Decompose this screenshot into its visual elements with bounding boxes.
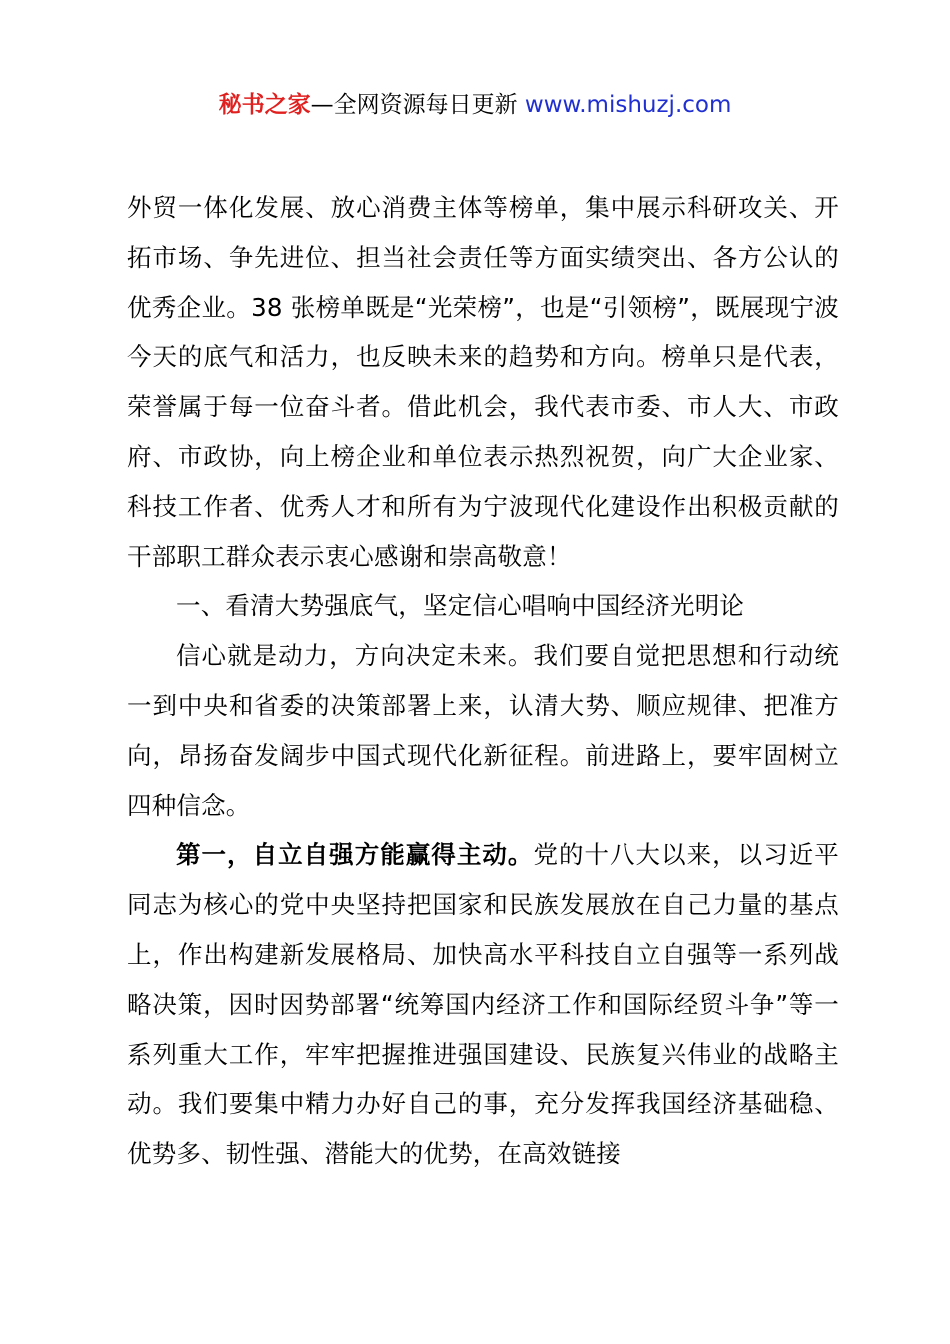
paragraph-2: 信心就是动力，方向决定未来。我们要自觉把思想和行动统一到中央和省委的决策部署上来，认清大势、顺应规律、把准方向，昂扬奋发阔步中国式现代化新征程。前进路上，要牢固树立四种信念。 [127, 641, 839, 820]
header-tagline: —全网资源每日更新 [310, 92, 525, 118]
site-url-link[interactable]: www.mishuzj.com [524, 92, 732, 118]
section-heading-1: 一、看清大势强底气，坚定信心唱响中国经济光明论 [176, 591, 745, 621]
paragraph-3-text: 党的十八大以来，以习近平同志为核心的党中央坚持把国家和民族发展放在自己力量的基点上，作出构建新发展格局、加快高水平科技自立自强等一系列战略决策，因时因势部署“统筹国内经济工作和国际经贸斗争”等一系列重大工作，牢牢把握推进强国建设、民族复兴伟业的战略主动。我们要集中精力办好自己的事，充分发挥我国经济基础稳、优势多、韧性强、潜能大的优势，在高效链接 [127, 840, 839, 1169]
page-header [0, 88, 950, 122]
brand-name: 秘书之家 [218, 92, 311, 118]
paragraph-3 [127, 830, 839, 1179]
document-body [127, 183, 839, 1179]
paragraph-3-lead: 第一，自立自强方能赢得主动。 [176, 840, 534, 870]
paragraph-1: 外贸一体化发展、放心消费主体等榜单，集中展示科研攻关、开拓市场、争先进位、担当社会责任等方面实绩突出、各方公认的优秀企业。38 张榜单既是“光荣榜”，也是“引领榜”，既展现宁波今天的底气和活力，也反映未来的趋势和方向。榜单只是代表，荣誉属于每一位奋斗者。借此机会，我代表市委、市人大、市政府、市政协，向上榜企业和单位表示热烈祝贺，向广大企业家、科技工作者、优秀人才和所有为宁波现代化建设作出积极贡献的干部职工群众表示衷心感谢和崇高敬意！ [127, 193, 839, 571]
